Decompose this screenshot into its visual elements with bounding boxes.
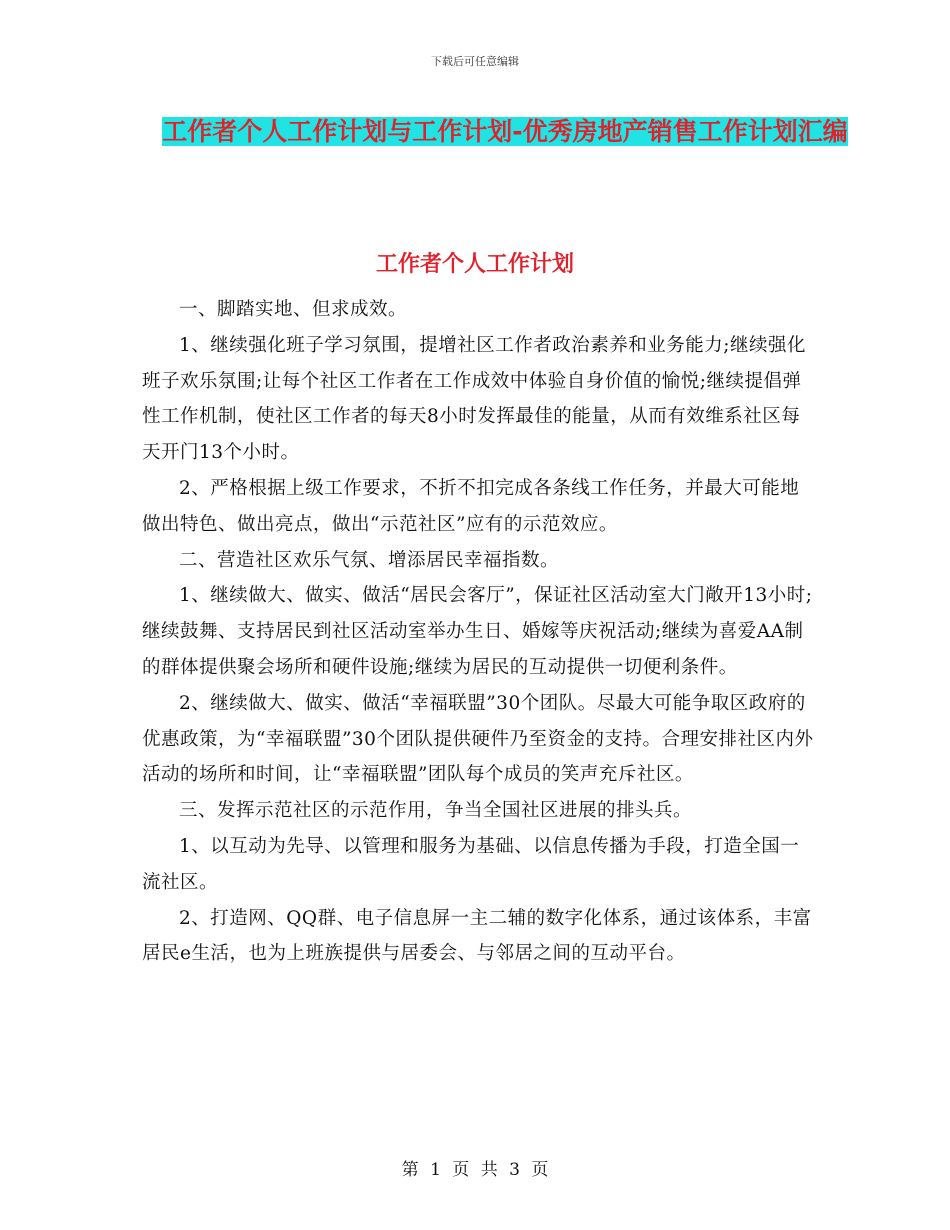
paragraph: 一、脚踏实地、但求成效。 — [179, 299, 408, 320]
document-title-text: 工作者个人工作计划与工作计划-优秀房地产销售工作计划汇编 — [162, 117, 848, 146]
paragraph: 1、继续强化班子学习氛围，提增社区工作者政治素养和业务能力;继续强化班子欢乐氛围;让每个社区工作者在工作成效中体验自身价值的愉悦;继续提倡弹性工作机制，使社区工作者的每天8小时发挥最佳的能量，从而有效维系社区每天开门13个小时。 — [142, 334, 807, 464]
body-text — [142, 292, 817, 972]
page-footer: 第 1 页 共 3 页 — [401, 1160, 549, 1180]
paragraph: 2、严格根据上级工作要求，不折不扣完成各条线工作任务，并最大可能地做出特色、做出亮点，做出“示范社区”应有的示范效应。 — [142, 477, 800, 535]
section-title: 工作者个人工作计划 — [375, 252, 574, 277]
paragraph: 2、打造网、QQ群、电子信息屏一主二辅的数字化体系，通过该体系，丰富居民e生活，也为上班族提供与居委会、与邻居之间的互动平台。 — [142, 907, 812, 965]
paragraph: 1、继续做大、做实、做活“居民会客厅”，保证社区活动室大门敞开13小时;继续鼓舞、支持居民到社区活动室举办生日、婚嫁等庆祝活动;继续为喜爱AA制的群体提供聚会场所和硬件设施;继续为居民的互动提供一切便利条件。 — [142, 585, 813, 678]
paragraph: 二、营造社区欢乐气氛、增添居民幸福指数。 — [179, 549, 560, 571]
document-title — [140, 110, 870, 154]
paragraph: 三、发挥示范社区的示范作用，争当全国社区进展的排头兵。 — [179, 800, 693, 822]
header-note: 下载后可任意编辑 — [431, 55, 519, 68]
paragraph: 2、继续做大、做实、做活“幸福联盟”30个团队。尽最大可能争取区政府的优惠政策，为“幸福联盟”30个团队提供硬件乃至资金的支持。合理安排社区内外活动的场所和时间，让“幸福联盟”团队每个成员的笑声充斥社区。 — [142, 692, 814, 786]
paragraph: 1、以互动为先导、以管理和服务为基础、以信息传播为手段，打造全国一流社区。 — [142, 835, 800, 893]
